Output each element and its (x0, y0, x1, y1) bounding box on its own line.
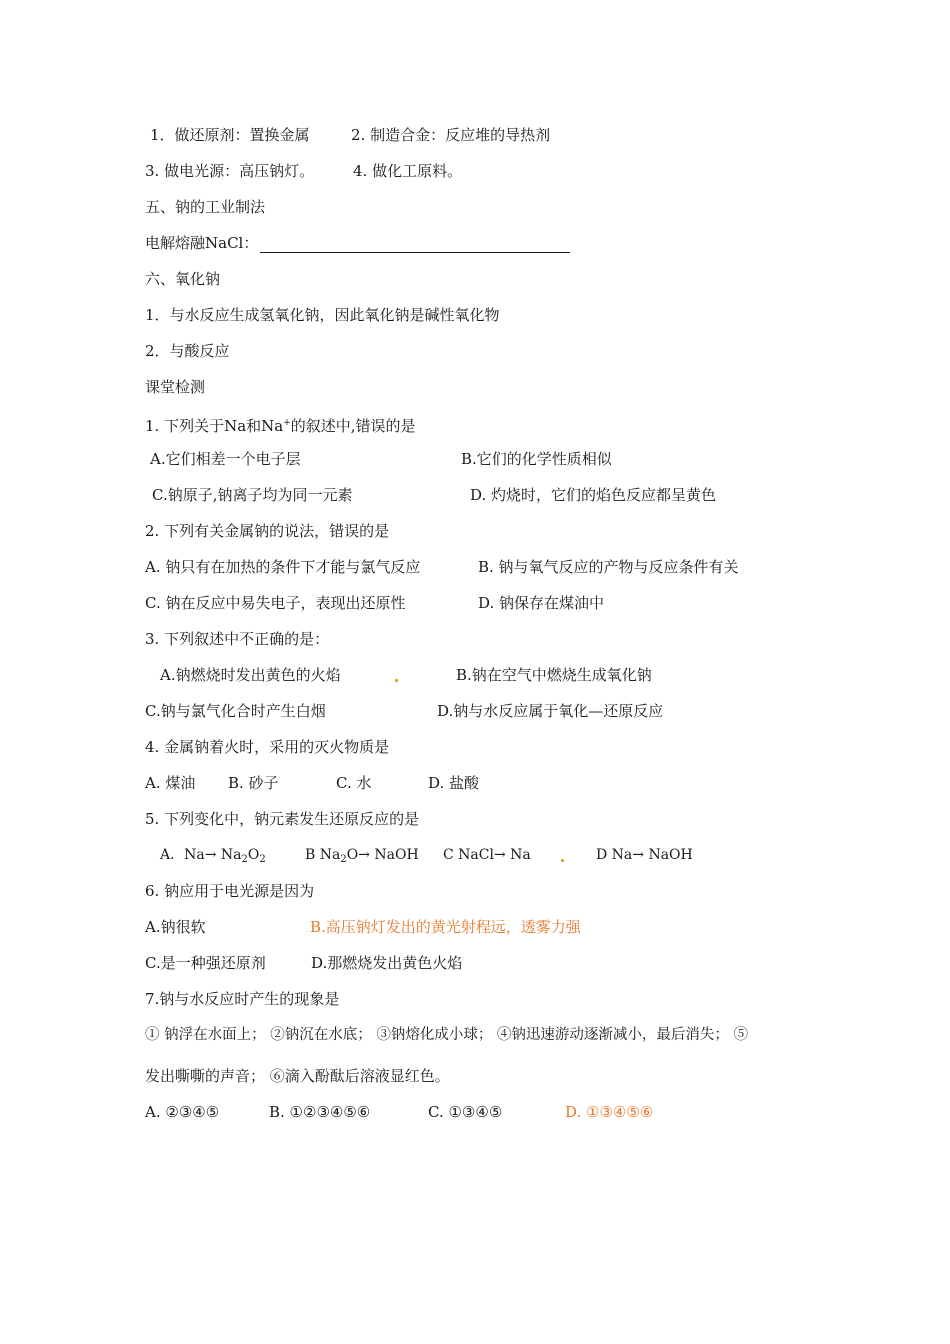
q7-phenomena-line-1: ① 钠浮在水面上； ②钠沉在水底； ③钠熔化成小球； ④钠迅速游动逐渐减小，最后消失； ⑤ (145, 1027, 749, 1043)
test-title: 课堂检测 (145, 378, 206, 396)
q3-stem: 3. 下列叙述中不正确的是： (145, 630, 330, 648)
q1-stem-b: 的叙述中,错误的是 (290, 417, 416, 435)
q7-option-d-answer: D. ①③④⑤⑥ (565, 1103, 654, 1121)
q7-option-c: C. ①③④⑤ (428, 1103, 503, 1121)
q6-option-d: D.那燃烧发出黄色火焰 (311, 954, 463, 972)
q2-stem: 2. 下列有关金属钠的说法，错误的是 (145, 522, 390, 540)
q6-option-a: A.钠很软 (145, 918, 206, 936)
q2-option-b: B. 钠与氧气反应的产物与反应条件有关 (478, 558, 739, 576)
q6-option-c: C.是一种强还原剂 (145, 954, 266, 972)
q4-stem: 4. 金属钠着火时，采用的灭火物质是 (145, 738, 390, 756)
q2-option-d: D. 钠保存在煤油中 (478, 594, 605, 612)
q1-option-c: C.钠原子,钠离子均为同一元素 (152, 486, 353, 504)
q1-stem (145, 413, 416, 436)
q5-option-c: C NaCl→ Na (443, 847, 531, 863)
q1-option-d: D. 灼烧时，它们的焰色反应都呈黄色 (470, 486, 717, 504)
q2-option-a: A. 钠只有在加热的条件下才能与氯气反应 (145, 558, 421, 576)
q4-option-d: D. 盐酸 (428, 774, 480, 792)
q5-b-pre: B Na (305, 847, 341, 863)
q5-a-pre: A．Na→ Na (160, 847, 242, 863)
q4-option-a: A. 煤油 (145, 774, 196, 792)
answer-blank (260, 237, 570, 253)
section-6-point-2: 2．与酸反应 (145, 342, 230, 360)
q1-stem-sup: + (283, 418, 291, 428)
q5-a-mid: O (247, 847, 260, 863)
q1-stem-a: 1. 下列关于Na和Na (145, 417, 284, 435)
stray-mark (561, 859, 564, 862)
q3-option-b: B.钠在空气中燃烧生成氧化钠 (456, 666, 652, 684)
q5-b-post: O→ NaOH (346, 847, 419, 863)
section-5-title: 五、钠的工业制法 (145, 198, 266, 216)
q3-option-a: A.钠燃烧时发出黄色的火焰 (160, 666, 341, 684)
use-2: 2. 制造合金：反应堆的导热剂 (351, 126, 551, 144)
q7-option-b: B. ①②③④⑤⑥ (269, 1103, 371, 1121)
q5-option-a (160, 845, 266, 870)
q5-a-sub2: 2 (259, 854, 266, 865)
use-1: 1．做还原剂：置换金属 (150, 126, 310, 144)
q7-stem: 7.钠与水反应时产生的现象是 (145, 990, 340, 1008)
use-4: 4. 做化工原料。 (353, 162, 463, 180)
section-6-point-1: 1．与水反应生成氢氧化钠，因此氧化钠是碱性氧化物 (145, 306, 500, 324)
q6-option-b-answer: B.高压钠灯发出的黄光射程远，透雾力强 (310, 918, 581, 936)
q1-option-b: B.它们的化学性质相似 (461, 450, 612, 468)
q5-a-sub1: 2 (241, 854, 248, 865)
q7-option-a: A. ②③④⑤ (145, 1103, 220, 1121)
q5-stem: 5. 下列变化中，钠元素发生还原反应的是 (145, 810, 420, 828)
q1-option-a: A.它们相差一个电子层 (150, 450, 301, 468)
q3-option-c: C.钠与氯气化合时产生白烟 (145, 702, 326, 720)
q3-option-d: D.钠与水反应属于氧化—还原反应 (437, 702, 664, 720)
q4-option-c: C. 水 (336, 774, 372, 792)
q5-option-b (305, 845, 419, 870)
q5-b-sub: 2 (340, 854, 347, 865)
section-6-title: 六、氧化钠 (145, 270, 221, 288)
q5-option-d: D Na→ NaOH (596, 847, 693, 863)
stray-mark (395, 679, 398, 682)
q2-option-c: C. 钠在反应中易失电子，表现出还原性 (145, 594, 406, 612)
q6-stem: 6. 钠应用于电光源是因为 (145, 882, 315, 900)
use-3: 3. 做电光源：高压钠灯。 (145, 162, 315, 180)
q7-phenomena-line-2: 发出嘶嘶的声音； ⑥滴入酚酞后溶液显红色。 (145, 1067, 450, 1085)
electrolysis-line (145, 233, 570, 253)
electrolysis-label: 电解熔融NaCl： (145, 234, 259, 252)
q4-option-b: B. 砂子 (228, 774, 279, 792)
